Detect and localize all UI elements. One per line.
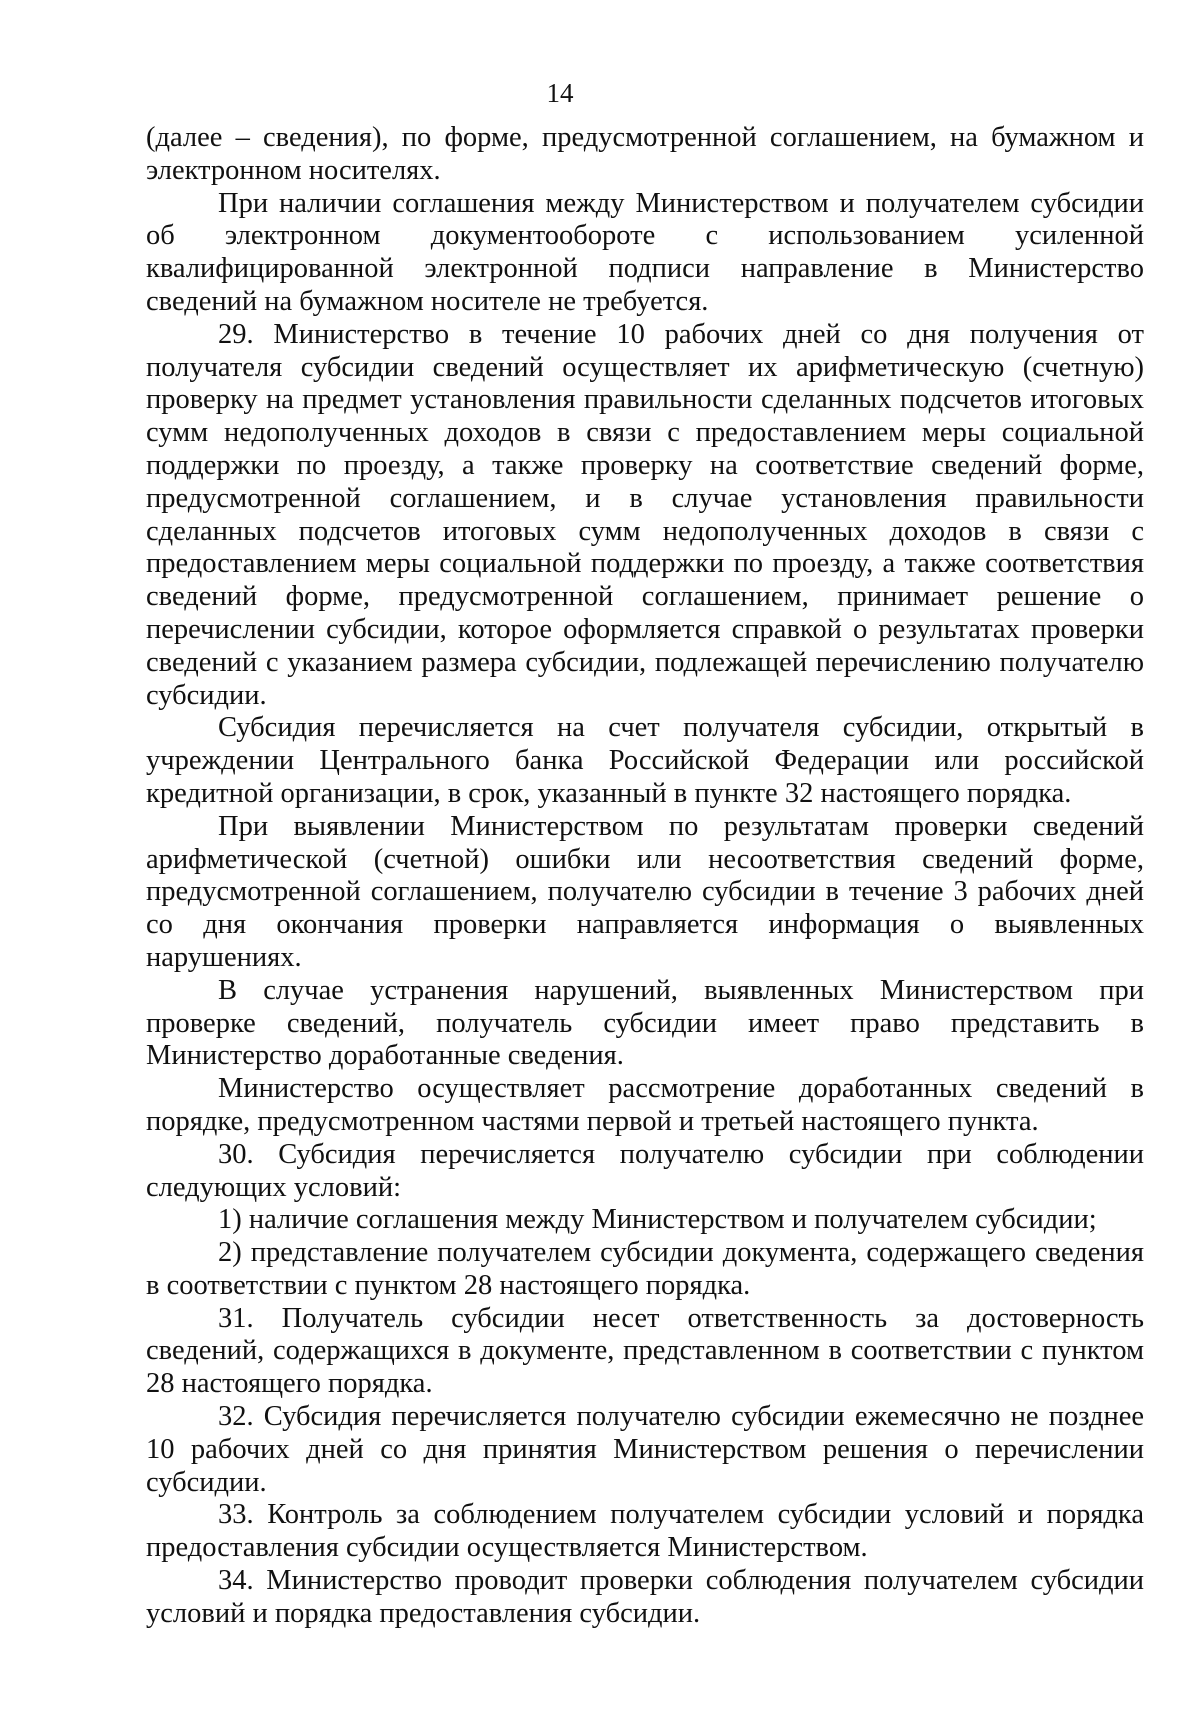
paragraph-clause-31: 31. Получатель субсидии несет ответственность за достоверность сведений, содержащихся в документе, представленном в соответствии с пунктом 28 настоящего порядка. xyxy=(146,1302,1144,1400)
paragraph-clause-34: 34. Министерство проводит проверки соблюдения получателем субсидии условий и порядка предоставления субсидии. xyxy=(146,1565,1144,1629)
paragraph-condition-1: 1) наличие соглашения между Министерством и получателем субсидии; xyxy=(218,1204,1097,1236)
paragraph-continuation: (далее – сведения), по форме, предусмотренной соглашением, на бумажном и электронном носителях. xyxy=(146,122,1144,186)
paragraph-condition-2: 2) представление получателем субсидии документа, содержащего сведения в соответствии с пунктом 28 настоящего порядка. xyxy=(146,1237,1144,1301)
paragraph-clause-29: 29. Министерство в течение 10 рабочих дней со дня получения от получателя субсидии сведений осуществляет их арифметическую (счетную) проверку на предмет установления правильности сделанных подсчетов итоговых сумм недополученных доходов в связи с предоставлением меры социальной поддержки по проезду, а также проверку на соответствие сведений форме, предусмотренной соглашением, и в случае установления правильности сделанных подсчетов итоговых сумм недополученных доходов в связи с предоставлением меры социальной поддержки по проезду, а также соответствия сведений форме, предусмотренной соглашением, принимает решение о перечислении субсидии, которое оформляется справкой о результатах проверки сведений с указанием размера субсидии, подлежащей перечислению получателю субсидии. xyxy=(146,318,1144,711)
paragraph-revised-data: В случае устранения нарушений, выявленных Министерством при проверке сведений, получатель субсидии имеет право представить в Министерство доработанные сведения. xyxy=(146,974,1144,1072)
paragraph-errors-found: При выявлении Министерством по результатам проверки сведений арифметической (счетной) ошибки или несоответствия сведений форме, предусмотренной соглашением, получателю субсидии в течение 3 рабочих дней со дня окончания проверки направляется информация о выявленных нарушениях. xyxy=(146,810,1144,973)
paragraph-clause-33: 33. Контроль за соблюдением получателем субсидии условий и порядка предоставления субсидии осуществляется Министерством. xyxy=(146,1499,1144,1564)
paragraph-electronic-document-flow: При наличии соглашения между Министерством и получателем субсидии об электронном документообороте с использованием усиленной квалифицированной электронной подписи направление в Министерство сведений на бумажном носителе не требуется. xyxy=(146,187,1144,317)
paragraph-subsidy-transfer-account: Субсидия перечисляется на счет получателя субсидии, открытый в учреждении Центрального банка Российской Федерации или российской кредитной организации, в срок, указанный в пункте 32 настоящего порядка. xyxy=(146,712,1144,809)
paragraph-clause-30: 30. Субсидия перечисляется получателю субсидии при соблюдении следующих условий: xyxy=(146,1138,1144,1203)
page-number: 14 xyxy=(546,78,574,108)
paragraph-clause-32: 32. Субсидия перечисляется получателю субсидии ежемесячно не позднее 10 рабочих дней со дня принятия Министерством решения о перечислении субсидии. xyxy=(146,1401,1144,1498)
paragraph-review-revised: Министерство осуществляет рассмотрение доработанных сведений в порядке, предусмотренном частями первой и третьей настоящего пункта. xyxy=(146,1073,1144,1137)
document-body xyxy=(146,122,1144,1631)
